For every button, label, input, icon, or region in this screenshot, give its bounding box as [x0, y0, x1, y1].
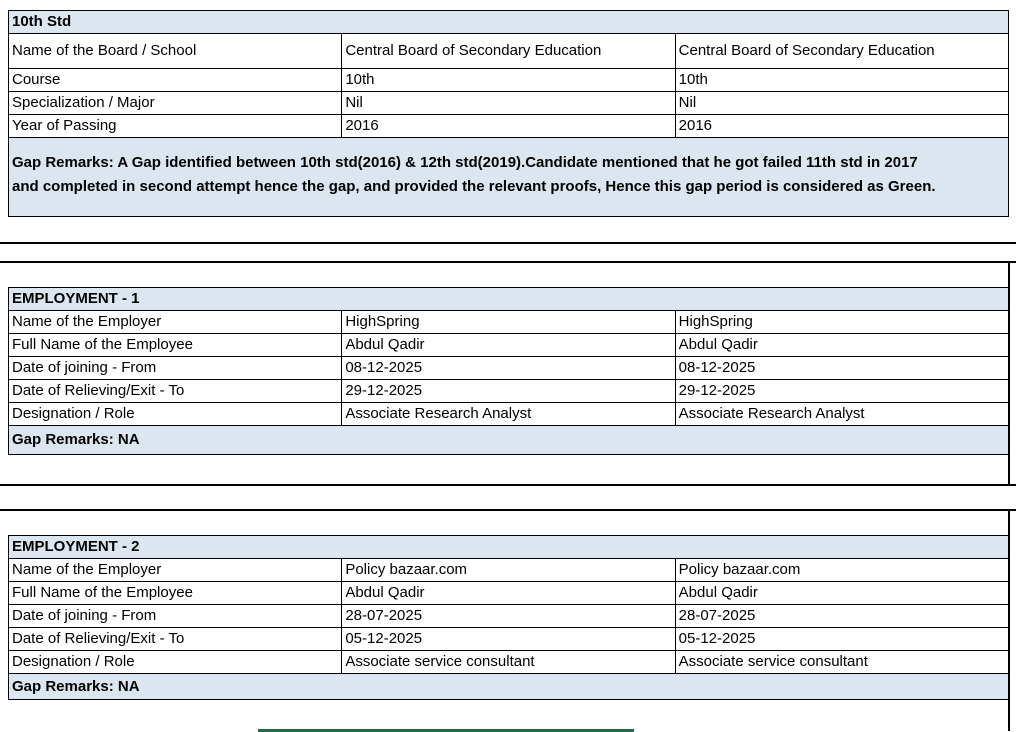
row-value-2: Abdul Qadir: [675, 582, 1008, 605]
table-row: [9, 69, 1009, 92]
gap-remarks-row: [9, 426, 1009, 455]
row-value-1: 28-07-2025: [342, 605, 675, 628]
section-divider: [0, 484, 1016, 486]
row-value-2: HighSpring: [675, 311, 1008, 334]
row-label: Name of the Employer: [9, 311, 342, 334]
table-row: [9, 115, 1009, 138]
row-value-2: Nil: [675, 92, 1008, 115]
section-header-row: [9, 288, 1009, 311]
row-label: Date of joining - From: [9, 357, 342, 380]
section-divider: [0, 509, 1016, 511]
row-value-2: 29-12-2025: [675, 380, 1008, 403]
row-value-2: Policy bazaar.com: [675, 559, 1008, 582]
row-value-2: Abdul Qadir: [675, 334, 1008, 357]
row-value-1: Central Board of Secondary Education: [342, 34, 675, 69]
row-value-1: Associate Research Analyst: [342, 403, 675, 426]
section-title: EMPLOYMENT - 1: [9, 288, 1009, 311]
row-label: Name of the Employer: [9, 559, 342, 582]
gap-remarks-line-2: and completed in second attempt hence the gap, and provided the relevant proofs, Hence this gap period is considered as Green.: [12, 178, 936, 195]
row-value-1: Abdul Qadir: [342, 582, 675, 605]
table-row: [9, 628, 1009, 651]
row-label: Designation / Role: [9, 403, 342, 426]
section-title: EMPLOYMENT - 2: [9, 536, 1009, 559]
row-label: Name of the Board / School: [9, 34, 342, 69]
row-value-2: 08-12-2025: [675, 357, 1008, 380]
employment-2-table: [8, 535, 1009, 700]
section-divider: [0, 242, 1016, 244]
row-value-1: 08-12-2025: [342, 357, 675, 380]
gap-remarks: [9, 138, 1009, 217]
row-label: Specialization / Major: [9, 92, 342, 115]
education-table: [8, 10, 1009, 217]
gap-remarks-line-1: Gap Remarks: A Gap identified between 10th std(2016) & 12th std(2019).Candidate mentioned that he got failed 11th std in 2017: [12, 154, 918, 171]
table-row: [9, 311, 1009, 334]
table-row: [9, 582, 1009, 605]
gap-remarks-row: [9, 674, 1009, 700]
gap-remarks-row: [9, 138, 1009, 217]
row-label: Date of Relieving/Exit - To: [9, 628, 342, 651]
section-header-row: [9, 536, 1009, 559]
row-value-1: HighSpring: [342, 311, 675, 334]
row-value-2: 2016: [675, 115, 1008, 138]
row-value-1: 05-12-2025: [342, 628, 675, 651]
table-row: [9, 334, 1009, 357]
row-value-1: Nil: [342, 92, 675, 115]
table-row: [9, 92, 1009, 115]
row-label: Date of Relieving/Exit - To: [9, 380, 342, 403]
row-label: Year of Passing: [9, 115, 342, 138]
row-label: Course: [9, 69, 342, 92]
table-row: [9, 34, 1009, 69]
row-value-2: Associate Research Analyst: [675, 403, 1008, 426]
row-value-2: Central Board of Secondary Education: [675, 34, 1008, 69]
row-label: Full Name of the Employee: [9, 334, 342, 357]
row-value-1: 10th: [342, 69, 675, 92]
row-value-2: Associate service consultant: [675, 651, 1008, 674]
section-header-row: [9, 11, 1009, 34]
row-label: Full Name of the Employee: [9, 582, 342, 605]
row-label: Date of joining - From: [9, 605, 342, 628]
row-value-2: 10th: [675, 69, 1008, 92]
table-row: [9, 380, 1009, 403]
gap-remarks: Gap Remarks: NA: [9, 426, 1009, 455]
table-row: [9, 559, 1009, 582]
table-row: [9, 403, 1009, 426]
row-value-1: 29-12-2025: [342, 380, 675, 403]
row-value-1: Policy bazaar.com: [342, 559, 675, 582]
row-value-2: 05-12-2025: [675, 628, 1008, 651]
row-value-1: Associate service consultant: [342, 651, 675, 674]
row-value-1: 2016: [342, 115, 675, 138]
table-row: [9, 357, 1009, 380]
section-title: 10th Std: [9, 11, 1009, 34]
table-row: [9, 605, 1009, 628]
gap-remarks: Gap Remarks: NA: [9, 674, 1009, 700]
employment-1-table: [8, 287, 1009, 455]
row-value-1: Abdul Qadir: [342, 334, 675, 357]
section-divider: [0, 261, 1016, 263]
row-label: Designation / Role: [9, 651, 342, 674]
table-row: [9, 651, 1009, 674]
row-value-2: 28-07-2025: [675, 605, 1008, 628]
